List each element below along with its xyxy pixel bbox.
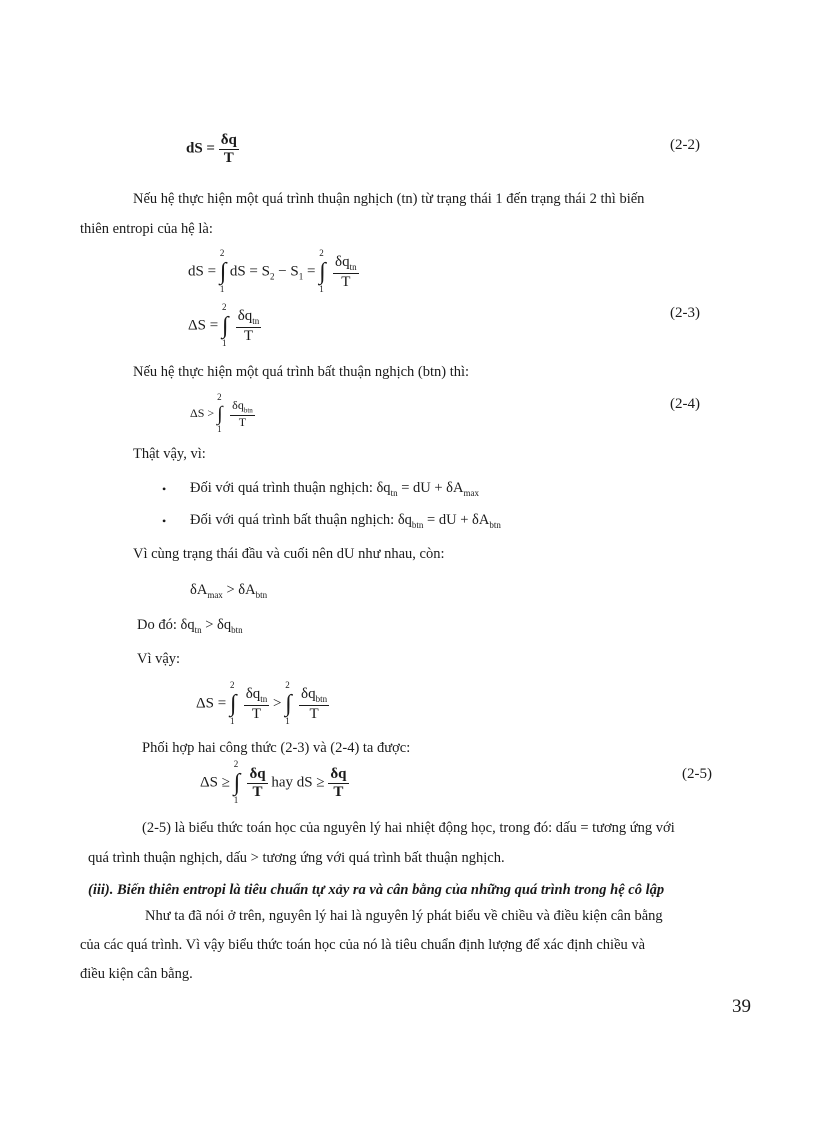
paragraph-line: Như ta đã nói ở trên, nguyên lý hai là nguyên lý phát biểu về chiều và điều kiện cân bằng <box>145 908 663 924</box>
equation-number-2-5: (2-5) <box>682 766 712 782</box>
paragraph-line: Nếu hệ thực hiện một quá trình thuận nghịch (tn) từ trạng thái 1 đến trạng thái 2 thì biến <box>133 191 645 207</box>
equation-2-5 <box>200 759 349 805</box>
paragraph-line: Vì vậy: <box>137 651 181 667</box>
fraction: $\frac{\delta q_{tn}}{T}$ <box>245 686 268 722</box>
integral-sign: 2 ∫ 1 <box>319 248 326 295</box>
eq-lhs: ΔS = <box>196 695 227 712</box>
integral-sign: 2 ∫ 1 <box>229 680 237 727</box>
equation-2-3 <box>188 302 261 349</box>
eq-lhs: dS = <box>188 263 217 280</box>
fraction: $\frac{\delta q_{tn}}{T}$ <box>237 308 260 344</box>
fraction: $\frac{\delta q_{btn}}{T}$ <box>301 686 328 722</box>
paragraph-line: điều kiện cân bằng. <box>80 966 193 982</box>
bullet-icon: • <box>162 482 167 496</box>
denominator: T <box>223 149 234 166</box>
numerator: δq <box>220 132 237 148</box>
paragraph-line: Phối hợp hai công thức (2-3) và (2-4) ta được: <box>142 740 411 756</box>
equation-number-2-2: (2-2) <box>670 137 700 153</box>
paragraph-line: Vì cùng trạng thái đầu và cuối nên dU như nhau, còn: <box>133 546 445 562</box>
fraction <box>219 132 239 166</box>
fraction: $\frac{\delta q_{btn}}{T}$ <box>232 398 253 430</box>
integral-sign: 2 ∫ 1 <box>217 392 223 435</box>
section-heading: (iii). Biến thiên entropi là tiêu chuẩn tự xảy ra và cân bằng của những quá trình trong hệ cô lập <box>88 882 665 898</box>
integral-sign: 2 ∫ 1 <box>233 759 241 805</box>
paragraph-line: quá trình thuận nghịch, dấu > tương ứng với quá trình bất thuận nghịch. <box>88 850 505 866</box>
integral-sign: 2 ∫ 1 <box>219 248 227 295</box>
inequality: $\delta A_{max} > \delta A_{btn}$ <box>190 582 268 600</box>
equation-number-2-4: (2-4) <box>670 396 700 412</box>
list-item: Đối với quá trình bất thuận nghịch: $\delta q_{btn}$ = dU + $\delta A_{btn}$ <box>190 512 501 530</box>
paragraph-line: của các quá trình. Vì vậy biểu thức toán học của nó là tiêu chuẩn định lượng để xác định chiều và <box>80 937 646 953</box>
eq-lhs: ΔS = <box>188 317 219 334</box>
list-item: Đối với quá trình thuận nghịch: $\delta q_{tn}$ = dU + $\delta A_{max}$ <box>190 480 479 498</box>
paragraph-line: (2-5) là biểu thức toán học của nguyên lý hai nhiệt động học, trong đó: dấu = tương ứng với <box>142 820 675 836</box>
paragraph-line: Thật vậy, vì: <box>133 446 206 462</box>
equation-2-2 <box>186 132 239 166</box>
eq-lhs: ΔS ≥ <box>200 774 230 791</box>
page-number: 39 <box>732 996 751 1017</box>
eq-lhs: dS = <box>186 140 215 157</box>
fraction: $\frac{\delta q_{tn}}{T}$ <box>335 254 357 290</box>
integral-sign: 2 ∫ 1 <box>285 680 292 727</box>
eq-lhs: ΔS > <box>190 405 215 420</box>
equation-2-3a: dS = 2 ∫ 1 dS = $S_2 - S_1$ = 2 ∫ 1 $\frac{\delta q_{tn}}{T}$ <box>188 248 357 295</box>
fraction: $\frac{\delta q}{T}$ <box>249 766 266 800</box>
equation-number-2-3: (2-3) <box>670 305 700 321</box>
eq-text: dS = S <box>229 263 270 280</box>
equation-2-4 <box>190 392 255 435</box>
bullet-icon: • <box>162 514 167 528</box>
integral-sign: 2 ∫ 1 <box>221 302 229 349</box>
paragraph-line: thiên entropi của hệ là: <box>80 221 213 237</box>
paragraph-line: Do đó: $\delta q_{tn} > \delta q_{btn}$ <box>137 617 243 635</box>
paragraph-line: Nếu hệ thực hiện một quá trình bất thuận nghịch (btn) thì: <box>133 364 470 380</box>
fraction: $\frac{\delta q}{T}$ <box>330 766 347 800</box>
equation-inequality: ΔS = 2 ∫ 1 $\frac{\delta q_{tn}}{T}$ > 2 ∫ 1 $\frac{\delta q_{btn}}{T}$ <box>196 680 328 727</box>
eq-text: hay dS ≥ <box>271 774 325 791</box>
